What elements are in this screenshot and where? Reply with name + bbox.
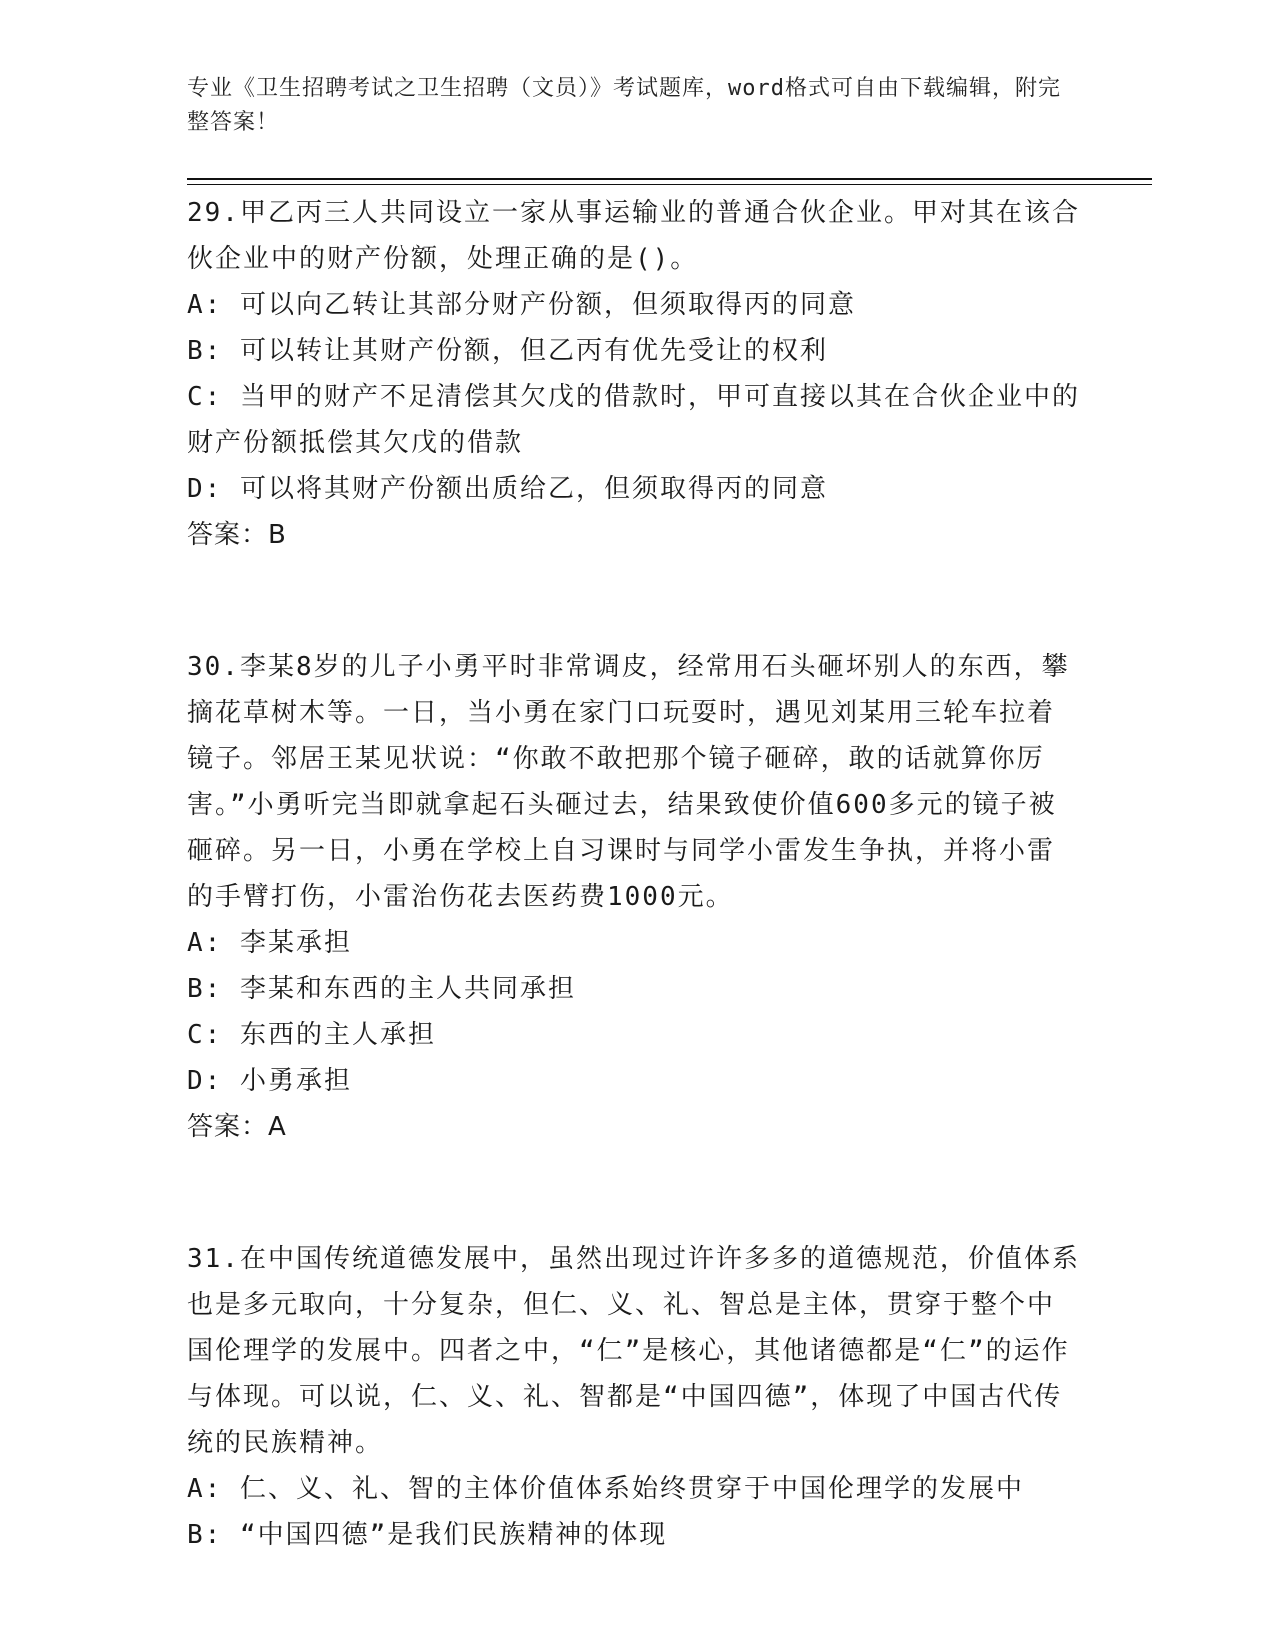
- question-text: 29.甲乙丙三人共同设立一家从事运输业的普通合伙企业。甲对其在该合伙企业中的财产份额，处理正确的是()。: [187, 198, 1080, 274]
- option-c: C: 当甲的财产不足清偿其欠戊的借款时，甲可直接以其在合伙企业中的财产份额抵偿其欠戊的借款: [187, 382, 1080, 458]
- question-31: [187, 1236, 1082, 1558]
- option-a: A: 可以向乙转让其部分财产份额，但须取得丙的同意: [187, 290, 856, 320]
- option-d: D: 可以将其财产份额出质给乙，但须取得丙的同意: [187, 474, 828, 504]
- question-text: 31.在中国传统道德发展中，虽然出现过许许多多的道德规范，价值体系也是多元取向，十分复杂，但仁、义、礼、智总是主体，贯穿于整个中国伦理学的发展中。四者之中，“仁”是核心，其他诸德都是“仁”的运作与体现。可以说，仁、义、礼、智都是“中国四德”，体现了中国古代传统的民族精神。: [187, 1244, 1080, 1458]
- option-b: B: 李某和东西的主人共同承担: [187, 974, 576, 1004]
- answer-line: 答案：A: [187, 1112, 287, 1142]
- header-rule-thick: [187, 178, 1152, 180]
- option-d: D: 小勇承担: [187, 1066, 352, 1096]
- question-list: [187, 190, 1082, 1558]
- document-header: 专业《卫生招聘考试之卫生招聘（文员）》考试题库，word格式可自由下载编辑，附完整答案！: [187, 76, 1061, 135]
- option-a: A: 李某承担: [187, 928, 352, 958]
- option-c: C: 东西的主人承担: [187, 1020, 436, 1050]
- option-a: A: 仁、义、礼、智的主体价值体系始终贯穿于中国伦理学的发展中: [187, 1474, 1024, 1504]
- question-29: [187, 190, 1082, 558]
- header-rule-thin: [187, 184, 1152, 185]
- option-b: B: “中国四德”是我们民族精神的体现: [187, 1520, 668, 1550]
- question-spacer: [187, 558, 1082, 644]
- option-b: B: 可以转让其财产份额，但乙丙有优先受让的权利: [187, 336, 828, 366]
- question-spacer: [187, 1150, 1082, 1236]
- question-30: [187, 644, 1082, 1150]
- answer-line: 答案：B: [187, 520, 287, 550]
- question-text: 30.李某8岁的儿子小勇平时非常调皮，经常用石头砸坏别人的东西，攀摘花草树木等。一日，当小勇在家门口玩耍时，遇见刘某用三轮车拉着镜子。邻居王某见状说：“你敢不敢把那个镜子砸碎，敢的话就算你厉害。”小勇听完当即就拿起石头砸过去，结果致使价值600多元的镜子被砸碎。另一日，小勇在学校上自习课时与同学小雷发生争执，并将小雷的手臂打伤，小雷治伤花去医药费1000元。: [187, 652, 1070, 912]
